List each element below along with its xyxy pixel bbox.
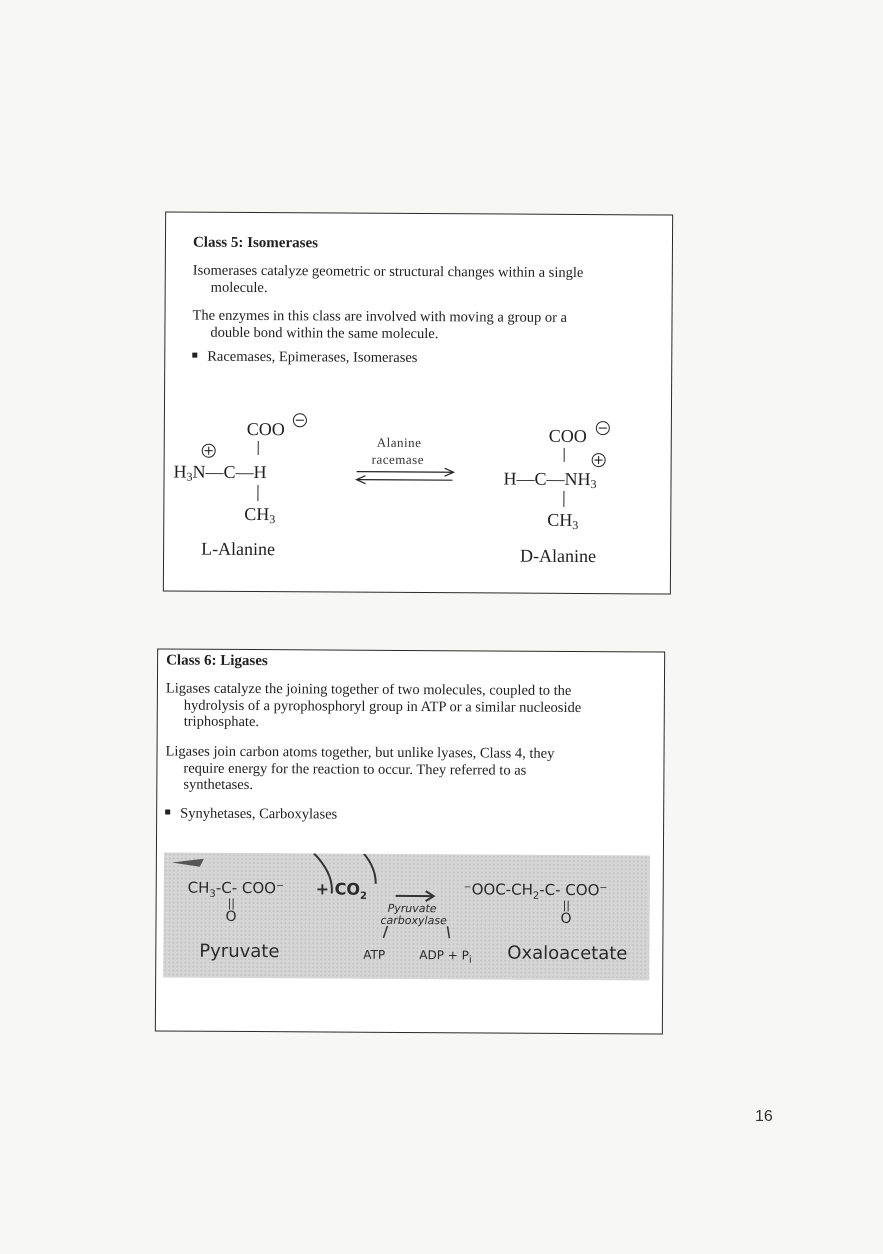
positive-charge-icon: + xyxy=(203,443,215,459)
paragraph-line: The enzymes in this class are involved with moving a group or a xyxy=(192,307,568,326)
paragraph-line: molecule. xyxy=(210,279,268,296)
slide-title: Class 5: Isomerases xyxy=(192,234,319,252)
paragraph-description xyxy=(165,744,554,796)
bullet-square-icon xyxy=(192,353,197,358)
pyruvate-formula: $CH_3-C-$ COO⁻ xyxy=(187,878,284,900)
positive-charge-icon: + xyxy=(593,453,605,469)
left-methyl: $CH_3$ xyxy=(244,503,276,527)
bond-line xyxy=(258,441,259,455)
slide-isomerases xyxy=(163,211,673,594)
paragraph-line: double bond within the same molecule. xyxy=(210,324,439,342)
enzyme-name-line2: carboxylase xyxy=(380,913,447,928)
right-center-row: $H—C—NH_3$ xyxy=(503,468,597,492)
left-center-row: $H_3N—C—H$ xyxy=(173,461,267,484)
page-number: 16 xyxy=(755,1108,773,1125)
double-bond-mark: || xyxy=(227,896,236,910)
oxaloacetate-formula: $^-OOC-CH_2-C-$ COO⁻ xyxy=(463,880,608,902)
co2-term: + $CO_2$ xyxy=(315,879,367,902)
paragraph-definition xyxy=(166,681,582,733)
bond-line xyxy=(564,448,565,462)
atp-label: ATP xyxy=(363,947,386,962)
pyruvate-oxo: O xyxy=(225,908,237,925)
bullet-text: Racemases, Epimerases, Isomerases xyxy=(207,348,418,366)
equilibrium-arrows-icon xyxy=(352,466,458,489)
right-carboxylate: COO xyxy=(548,425,587,447)
right-methyl: $CH_3$ xyxy=(547,509,579,532)
paragraph-line: synthetases. xyxy=(183,776,254,794)
negative-charge-icon: − xyxy=(597,421,609,437)
bullet-square-icon xyxy=(165,810,170,815)
left-carboxylate: COO xyxy=(246,418,285,440)
pyruvate-carboxylase-reaction-image xyxy=(163,852,650,980)
oxaloacetate-oxo: O xyxy=(560,910,572,927)
bond-line xyxy=(257,485,258,501)
slide-title: Class 6: Ligases xyxy=(166,652,268,670)
paragraph-description xyxy=(192,308,567,343)
paragraph-line: require energy for the reaction to occur. They referred to as xyxy=(183,760,527,779)
slide-ligases xyxy=(155,648,665,1034)
paragraph-line: hydrolysis of a pyrophosphoryl group in ATP or a similar nucleoside xyxy=(183,697,582,716)
paragraph-line: Ligases catalyze the joining together of two molecules, coupled to the xyxy=(165,680,572,699)
negative-charge-icon: − xyxy=(294,413,306,429)
d-alanine-label: D-Alanine xyxy=(520,545,597,567)
bond-line xyxy=(563,491,564,507)
bullet-item xyxy=(192,349,417,367)
enzyme-name-line1: Pyruvate xyxy=(387,901,437,916)
oxaloacetate-label: Oxaloacetate xyxy=(507,942,628,965)
paragraph-line: Isomerases catalyze geometric or structural changes within a single xyxy=(192,262,584,282)
bullet-item xyxy=(165,806,337,824)
l-alanine-label: L-Alanine xyxy=(201,538,276,560)
adp-pi-label: ADP + $P_i$ xyxy=(419,948,472,966)
paragraph-definition xyxy=(193,263,584,298)
pyruvate-label: Pyruvate xyxy=(199,940,280,963)
paragraph-line: Ligases join carbon atoms together, but unlike lyases, Class 4, they xyxy=(165,743,555,762)
double-bond-mark: || xyxy=(562,898,571,912)
enzyme-name-line2: racemase xyxy=(371,451,425,468)
paragraph-line: triphosphate. xyxy=(183,713,260,731)
bullet-text: Synyhetases, Carboxylases xyxy=(180,805,338,823)
enzyme-name-line1: Alanine xyxy=(376,434,422,451)
